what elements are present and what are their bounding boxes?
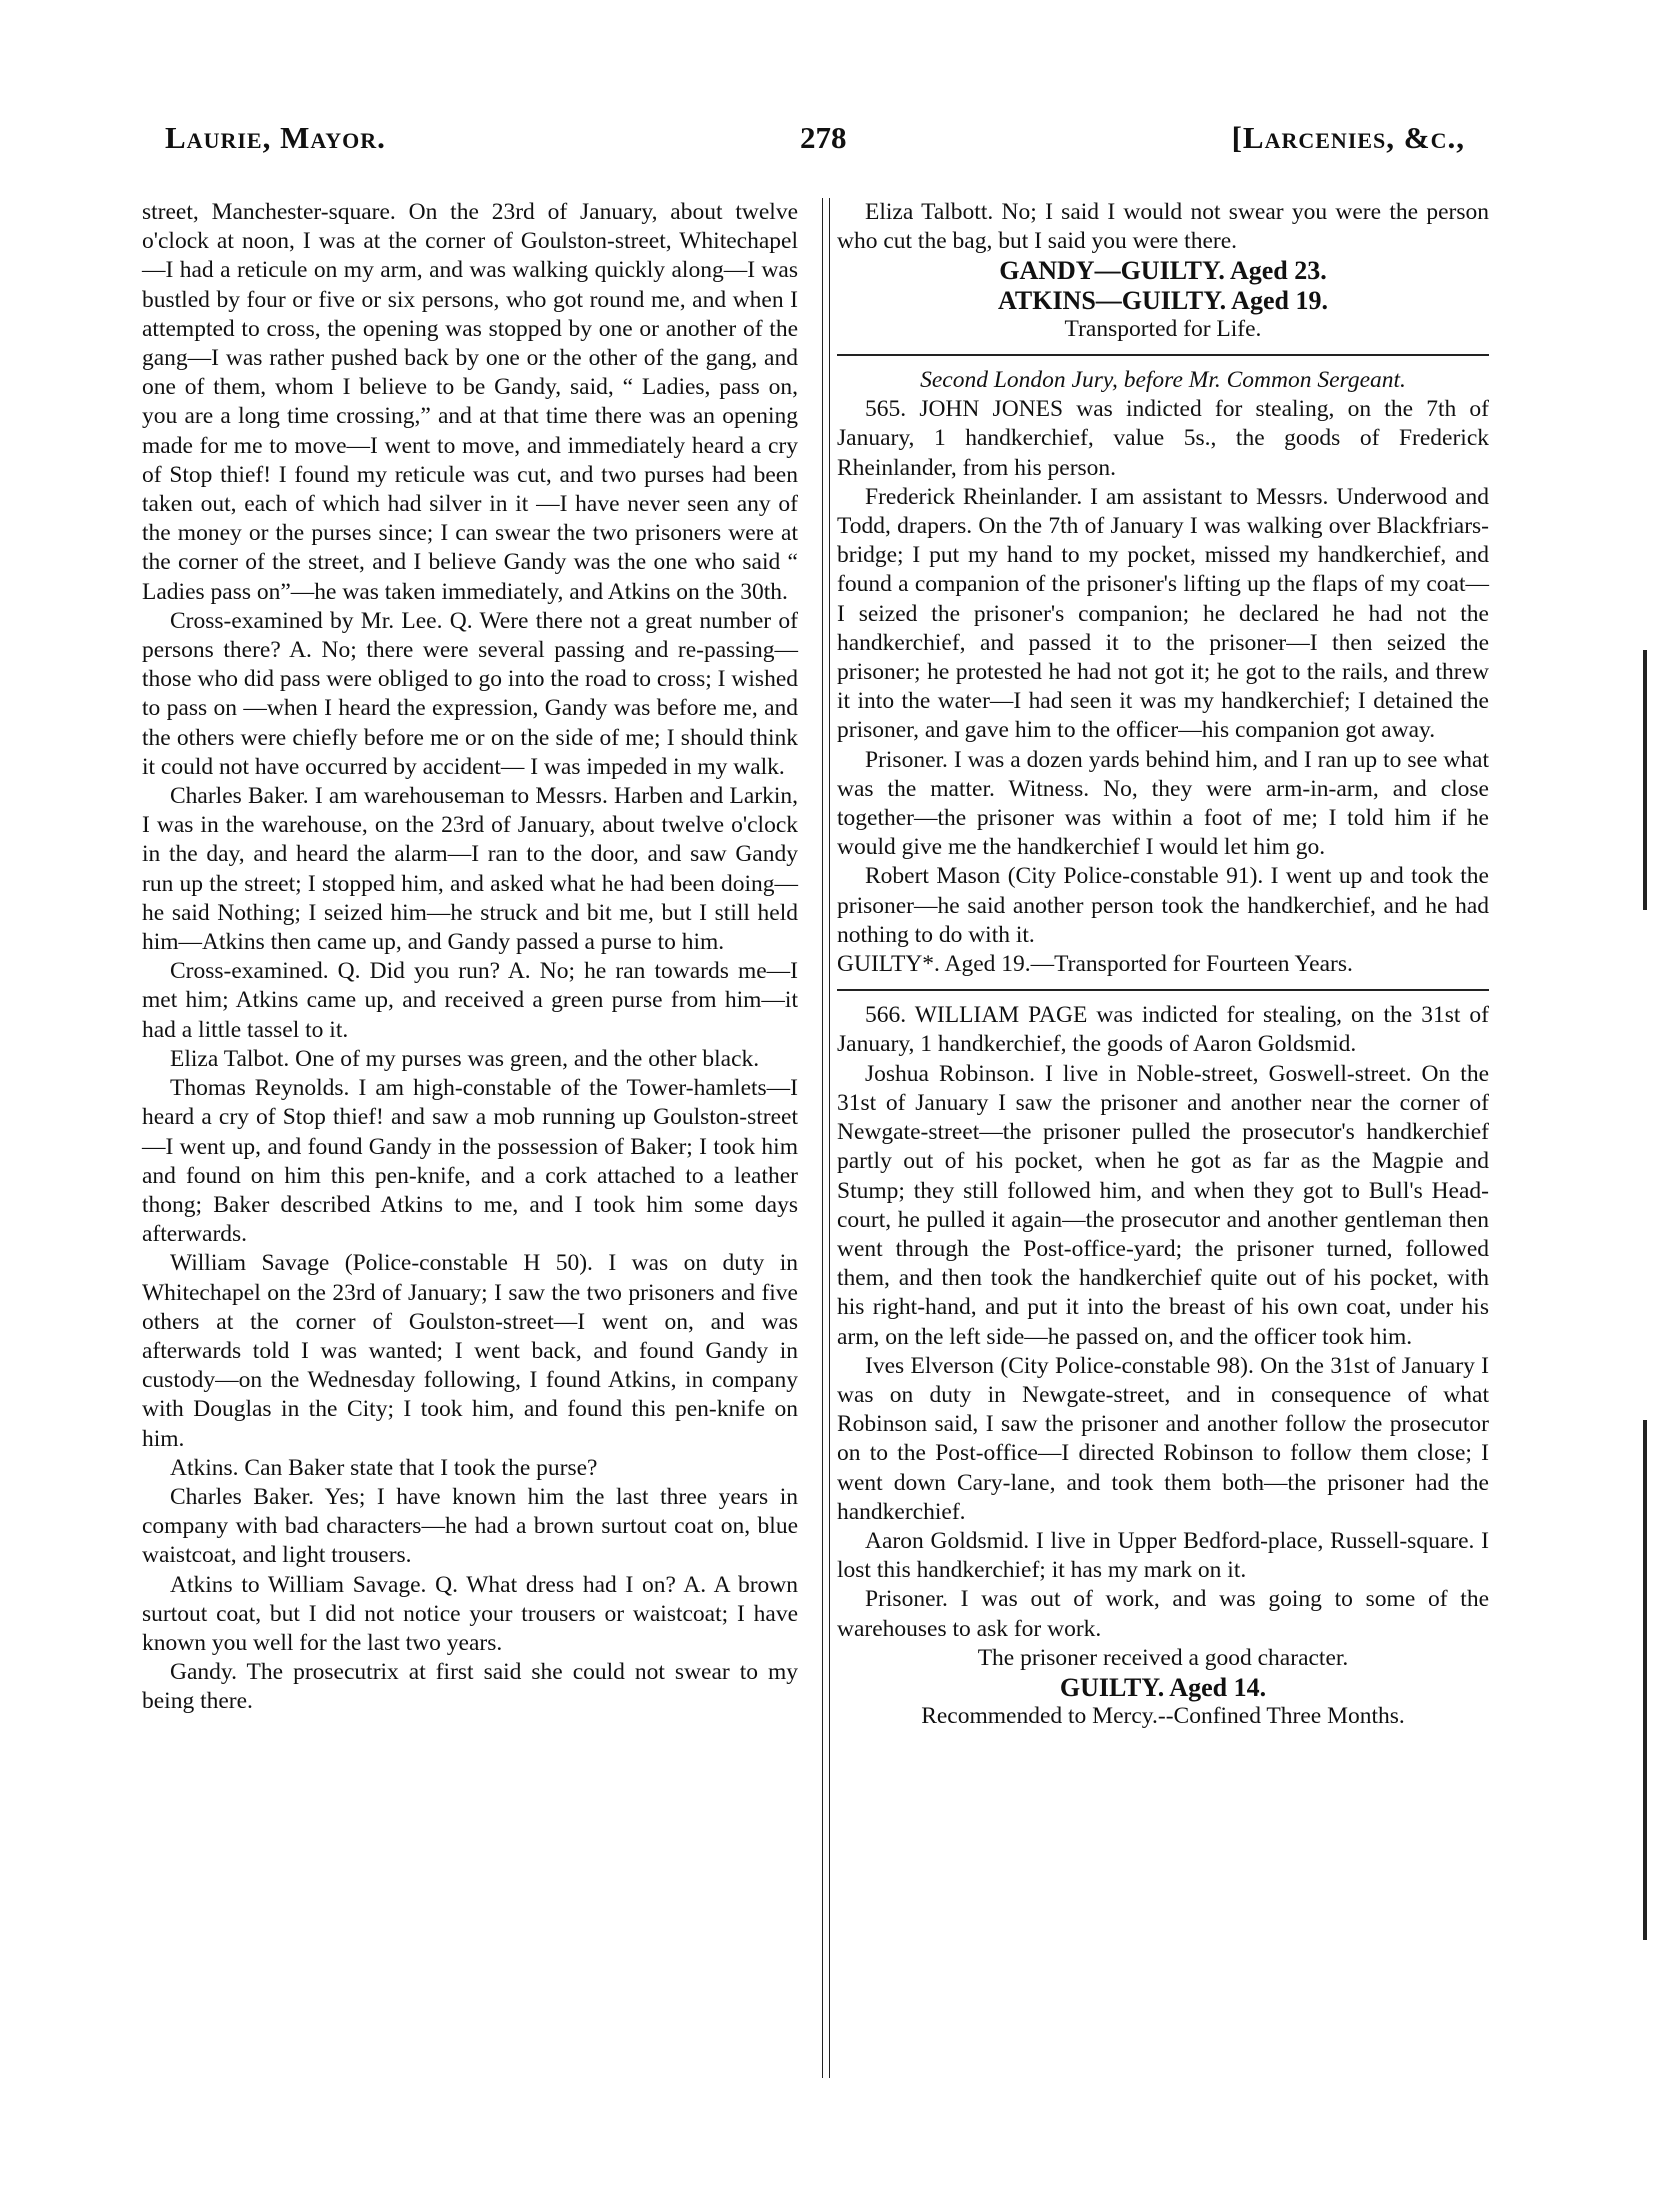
verdict-gandy: GANDY—GUILTY. Aged 23. [999, 256, 1327, 286]
section-rule [837, 354, 1489, 356]
verdict-atkins: ATKINS—GUILTY. Aged 19. [998, 285, 1328, 315]
paragraph: Cross-examined by Mr. Lee. Q. Were there not a great number of persons there? A. No; there were several passing and re-passing—those who did pass were obliged to go into the road to cross; I wished to pass on —when I heard the expression, Gandy was before me, and the others were chiefly before me or on the side of me; I should think it could not have occurred by accident— I was impeded in my walk. [142, 607, 798, 780]
paragraph: Frederick Rheinlander. I am assistant to Messrs. Underwood and Todd, drapers. On the 7th of January I was walking over Blackfriars-bridge; I put my hand to my pocket, missed my handkerchief, and found a companion of the prisoner's lifting up the flaps of my coat—I seized the prisoner's companion; he declared he had not the handkerchief, and passed it to the prisoner—I then seized the prisoner; he protested he had not got it; he got to the rails, and threw it into the water—I had seen it was my handkerchief; I detained the prisoner, and gave him to the officer—his companion got away. [837, 483, 1489, 744]
right-column [837, 198, 1489, 1731]
paragraph: Robert Mason (City Police-constable 91). I went up and took the prisoner—he said another person took the handkerchief, and he had nothing to do with it. [837, 863, 1489, 948]
page-number: 278 [800, 120, 847, 155]
case-heading: 565. JOHN JONES was indicted for stealing, on the 7th of January, 1 handkerchief, value 5s., the goods of Frederick Rheinlander, from his person. [837, 396, 1489, 481]
paragraph: Aaron Goldsmid. I live in Upper Bedford-place, Russell-square. I lost this handkerchief; it has my mark on it. [837, 1527, 1489, 1584]
paragraph: William Savage (Police-constable H 50). I was on duty in Whitechapel on the 23rd of January; I saw the two prisoners and five others at the corner of Goulston-street—I went on, and was afterwards told I was wanted; I went back, and found Gandy in custody—on the Wednesday following, I found Atkins, in company with Douglas in the City; I took him, and found this pen-knife on him. [142, 1250, 798, 1452]
case-heading: 566. WILLIAM PAGE was indicted for stealing, on the 31st of January, 1 handkerchief, the goods of Aaron Goldsmid. [837, 1002, 1489, 1058]
paragraph: Charles Baker. Yes; I have known him the last three years in company with bad characters—he had a brown surtout coat on, blue waistcoat, and light trousers. [142, 1483, 798, 1569]
paragraph: Charles Baker. I am warehouseman to Messrs. Harben and Larkin, I was in the warehouse, on the 23rd of January, about twelve o'clock in the day, and heard the alarm—I ran to the door, and saw Gandy run up the street; I stopped him, and asked what he had been doing— he said Nothing; I seized him—he struck and bit me, but I still held him—Atkins then came up, and Gandy passed a purse to him. [142, 783, 798, 956]
paragraph: Atkins to William Savage. Q. What dress had I on? A. A brown surtout coat, but I did not notice your trousers or waistcoat; I have known you well for the last two years. [142, 1571, 798, 1656]
paragraph: Gandy. The prosecutrix at first said she could not swear to my being there. [142, 1659, 798, 1715]
running-header [165, 120, 1465, 170]
verdict: GUILTY. Aged 14. [1059, 1672, 1267, 1702]
character-note: The prisoner received a good character. [977, 1644, 1349, 1671]
paragraph: Prisoner. I was out of work, and was going to some of the warehouses to ask for work. [837, 1586, 1489, 1642]
paragraph: Ives Elverson (City Police-constable 98). On the 31st of January I was on duty in Newgate-street, and in consequence of what Robinson said, I saw the prisoner and another follow the prosecutor on to the Post-office—I directed Robinson to follow them close; I went down Cary-lane, and took them both—the prisoner had the handkerchief. [837, 1352, 1489, 1525]
paragraph: Cross-examined. Q. Did you run? A. No; he ran towards me—I met him; Atkins came up, and received a green purse from him—it had a little tassel to it. [142, 958, 798, 1043]
verdict: GUILTY*. Aged 19.—Transported for Fourteen Years. [837, 951, 1353, 978]
jury-heading: Second London Jury, before Mr. Common Sergeant. [920, 367, 1406, 394]
paragraph: Eliza Talbot. One of my purses was green, and the other black. [170, 1045, 760, 1072]
paragraph: Joshua Robinson. I live in Noble-street, Goswell-street. On the 31st of January I saw the prisoner and another near the corner of Newgate-street—the prisoner pulled the prosecutor's handkerchief partly out of his pocket, when he got as far as the Magpie and Stump; they still followed him, and when they got to Bull's Head-court, he pulled it again—the prosecutor and another gentleman then went through the Post-office-yard; the prisoner turned, followed them, and then took the handkerchief quite out of his pocket, with his right-hand, and put it into the breast of his own coat, under his arm, on the left side—he passed on, and the officer took him. [837, 1060, 1489, 1350]
header-right: [Larcenies, &c., [1231, 120, 1465, 155]
column-divider [822, 198, 830, 2078]
section-rule [837, 989, 1489, 991]
sentence: Recommended to Mercy.--Confined Three Months. [921, 1703, 1405, 1730]
paragraph: Atkins. Can Baker state that I took the purse? [170, 1454, 598, 1481]
left-column [142, 198, 798, 1717]
paragraph: Thomas Reynolds. I am high-constable of the Tower-hamlets—I heard a cry of Stop thief! and saw a mob running up Goulston-street—I went up, and found Gandy in the possession of Baker; I took him and found on him this pen-knife, and a cork attached to a leather thong; Baker described Atkins to me, and I took him some days afterwards. [142, 1075, 798, 1248]
sentence: Transported for Life. [1064, 315, 1262, 342]
scan-edge-mark [1643, 650, 1647, 910]
scan-edge-mark [1643, 1420, 1647, 1940]
paragraph: street, Manchester-square. On the 23rd of January, about twelve o'clock at noon, I was at the corner of Goulston-street, Whitechapel—I had a reticule on my arm, and was walking quickly along—I was bustled by four or five or six persons, who got round me, and when I attempted to cross, the opening was stopped by one or another of the gang—I was rather pushed back by one or the other of the gang, and one of them, whom I believe to be Gandy, said, “ Ladies, pass on, you are a long time crossing,” and at that time there was an opening made for me to move—I went to move, and immediately heard a cry of Stop thief! I found my reticule was cut, and two purses had been taken out, each of which had silver in it —I have never seen any of the money or the purses since; I can swear the two prisoners were at the corner of the street, and I believe Gandy was the one who said “ Ladies pass on”—he was taken immediately, and Atkins on the 30th. [142, 199, 798, 605]
paragraph: Eliza Talbott. No; I said I would not swear you were the person who cut the bag, but I said you were there. [837, 199, 1489, 255]
paragraph: Prisoner. I was a dozen yards behind him, and I ran up to see what was the matter. Witness. No, they were arm-in-arm, and close together—the prisoner was within a foot of me; I told him if he would give me the handkerchief I would let him go. [837, 746, 1489, 861]
header-left: Laurie, Mayor. [165, 120, 386, 155]
